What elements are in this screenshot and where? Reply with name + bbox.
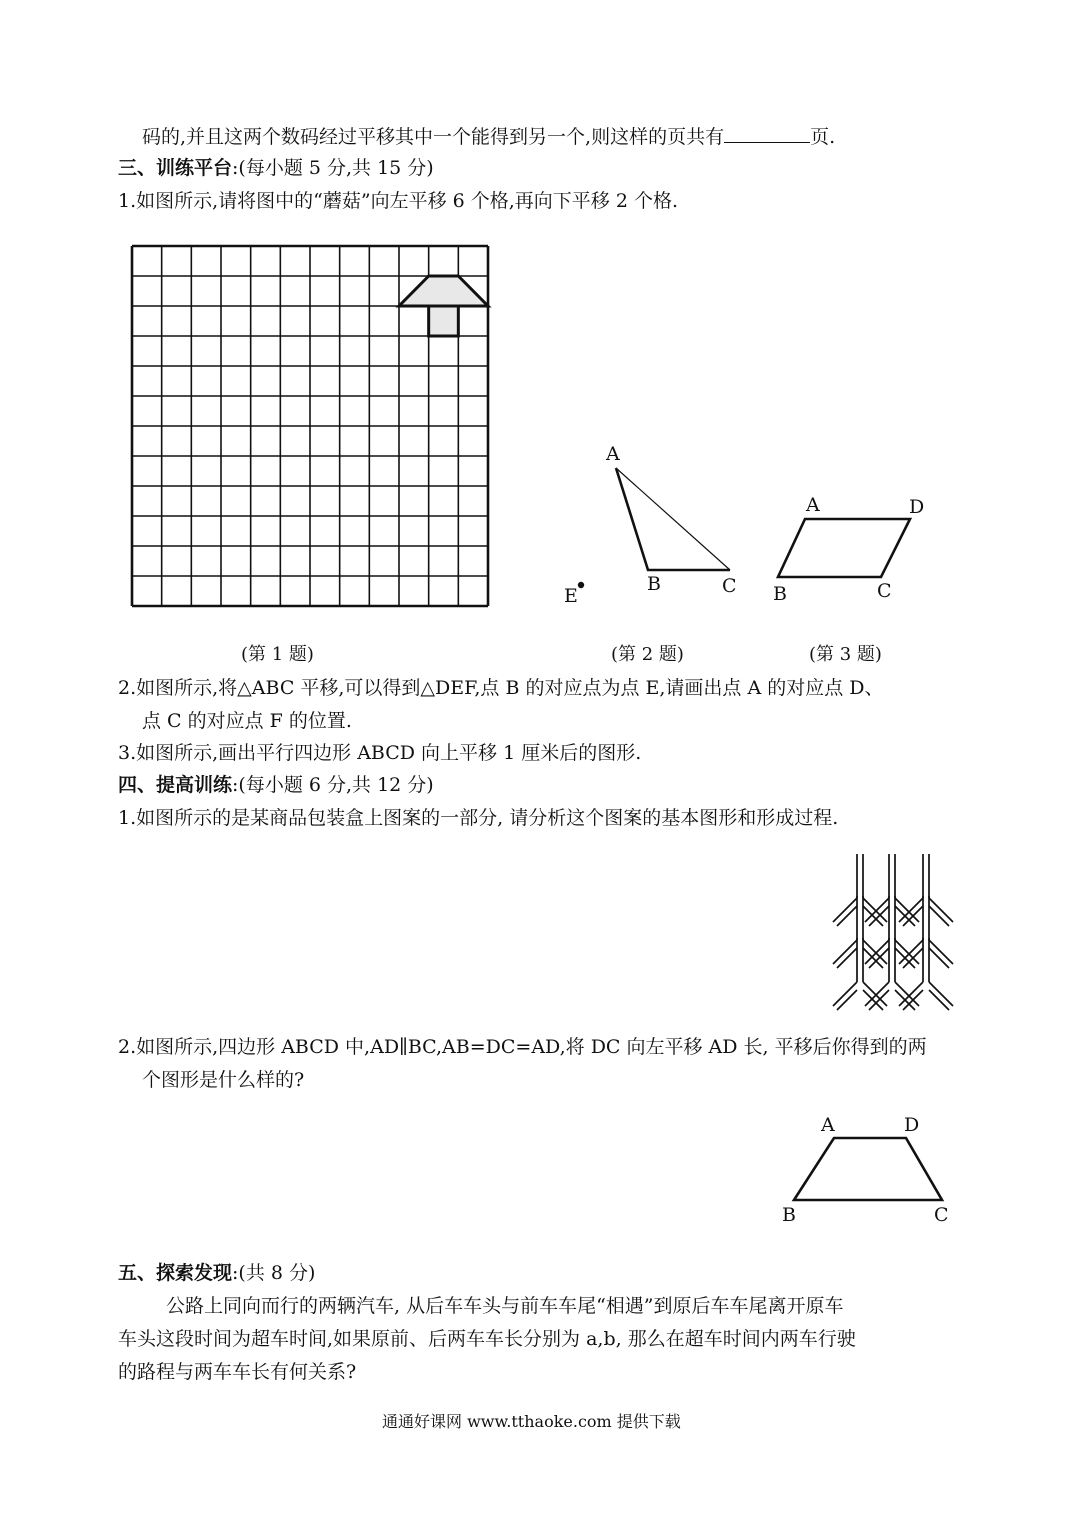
section-4-title: 四、提高训练 — [118, 774, 233, 796]
mushroom-stem — [429, 306, 459, 336]
mushroom-cap — [399, 276, 488, 306]
section-5-paragraph-line-2: 车头这段时间为超车时间,如果原前、后两车车长分别为 a,b, 那么在超车时间内两车行驶 — [118, 1328, 856, 1350]
question-4-2-line-2: 个图形是什么样的? — [142, 1069, 305, 1091]
q2-continuation-line — [142, 124, 835, 149]
point-e — [578, 582, 584, 588]
caption-figure-3: (第 3 题) — [809, 644, 882, 665]
section-5-heading — [118, 1261, 315, 1285]
label-b: B — [782, 1204, 796, 1226]
figure-pattern — [822, 846, 962, 1012]
question-3-3: 3.如图所示,画出平行四边形 ABCD 向上平移 1 厘米后的图形. — [118, 742, 642, 764]
figure-2-triangle — [556, 436, 756, 616]
section-5-title: 五、探索发现 — [118, 1262, 233, 1284]
answer-blank — [724, 124, 810, 143]
label-d: D — [904, 1114, 920, 1136]
label-d: D — [909, 496, 925, 518]
label-a: A — [821, 1114, 835, 1136]
pattern-y-motif — [899, 938, 953, 1010]
section-5-paragraph-line-1: 公路上同向而行的两辆汽车, 从后车车头与前车车尾“相遇”到原后车车尾离开原车 — [166, 1295, 844, 1317]
section-4-score: :(每小题 6 分,共 12 分) — [232, 774, 434, 796]
figure-3-parallelogram — [766, 490, 936, 606]
section-3-heading — [118, 156, 434, 180]
label-c: C — [934, 1204, 949, 1226]
label-b: B — [647, 573, 661, 595]
label-e: E — [564, 585, 578, 607]
continuation-suffix: 页. — [810, 126, 836, 148]
label-b: B — [773, 583, 787, 605]
mushroom-shape — [399, 276, 488, 336]
label-c: C — [877, 580, 892, 602]
question-4-1: 1.如图所示的是某商品包装盒上图案的一部分, 请分析这个图案的基本图形和形成过程. — [118, 807, 839, 829]
figure-trapezoid — [774, 1108, 964, 1230]
question-3-2-line-2: 点 C 的对应点 F 的位置. — [142, 710, 352, 732]
question-4-2-line-1: 2.如图所示,四边形 ABCD 中,AD∥BC,AB=DC=AD,将 DC 向左平移 AD 长, 平移后你得到的两 — [118, 1036, 927, 1058]
pattern-y-motif — [899, 896, 953, 968]
caption-figure-2: (第 2 题) — [611, 644, 684, 665]
section-3-title: 三、训练平台 — [118, 157, 233, 179]
question-3-2-line-1: 2.如图所示,将△ABC 平移,可以得到△DEF,点 B 的对应点为点 E,请画出点 A 的对应点 D、 — [118, 677, 884, 699]
figure-1-grid — [130, 244, 492, 610]
section-4-heading — [118, 773, 434, 797]
pattern-y-motif — [899, 854, 953, 926]
label-a: A — [806, 494, 820, 516]
parallelogram-outline — [778, 519, 910, 577]
label-a: A — [606, 443, 620, 465]
caption-figure-1: (第 1 题) — [241, 644, 314, 665]
section-3-score: :(每小题 5 分,共 15 分) — [232, 157, 434, 179]
continuation-text: 码的,并且这两个数码经过平移其中一个能得到另一个,则这样的页共有 — [142, 126, 725, 148]
trapezoid-outline — [794, 1138, 942, 1200]
question-3-1: 1.如图所示,请将图中的“蘑菇”向左平移 6 个格,再向下平移 2 个格. — [118, 190, 679, 212]
page-footer: 通通好课网 www.tthaoke.com 提供下载 — [382, 1412, 681, 1431]
label-c: C — [722, 575, 737, 597]
section-5-score: :(共 8 分) — [232, 1262, 316, 1284]
section-5-paragraph-line-3: 的路程与两车车长有何关系? — [118, 1361, 357, 1383]
